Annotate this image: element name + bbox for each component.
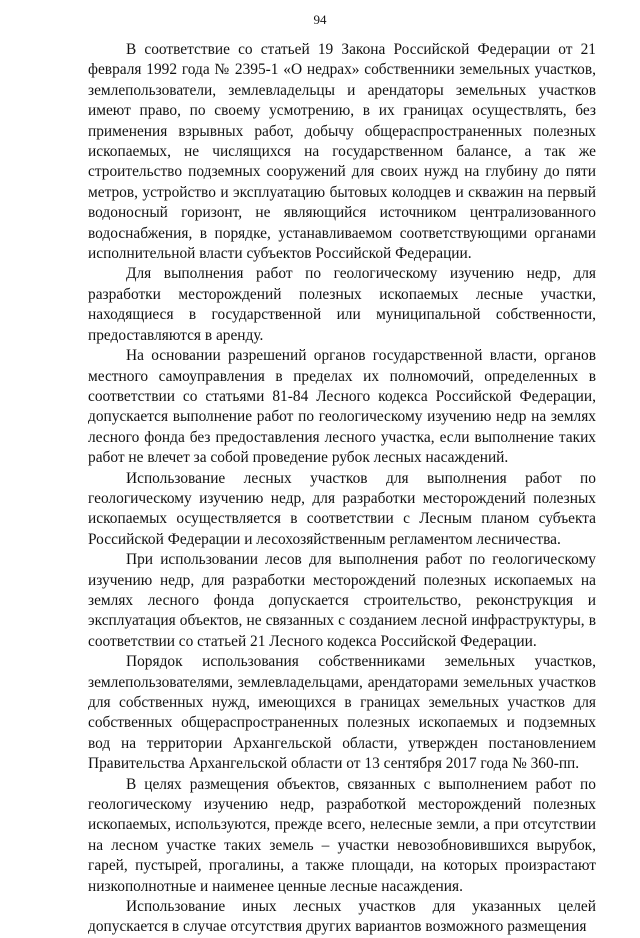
paragraph: В соответствие со статьей 19 Закона Российской Федерации от 21 февраля 1992 года № 2395-1 «О недрах» собственники земельных участков, землепользователи, землевладельцы и арендаторы земельных участков имеют право, по своему усмотрению, в их границах осуществлять, без применения взрывных работ, добычу общераспространенных полезных ископаемых, не числящихся на государственном балансе, а так же строительство подземных сооружений для своих нужд на глубину до пяти метров, устройство и эксплуатацию бытовых колодцев и скважин на первый водоносный горизонт, не являющийся источником централизованного водоснабжения, в порядке, устанавливаемом соответствующими органами исполнительной власти субъектов Российской Федерации.: [88, 41, 596, 263]
page-number: 94: [313, 12, 327, 27]
paragraph: На основании разрешений органов государственной власти, органов местного самоуправления в пределах их полномочий, определенных в соответствии со статьями 81-84 Лесного кодекса Российской Федерации, допускается выполнение работ по геологическому изучению недр на землях лесного фонда без предоставления лесного участка, если выполнение таких работ не влечет за собой проведение рубок лесных насаждений.: [88, 347, 596, 467]
paragraph: Для выполнения работ по геологическому изучению недр, для разработки месторождений полезных ископаемых лесные участки, находящиеся в государственной или муниципальной собственности, предоставляются в аренду.: [88, 265, 596, 344]
paragraph: При использовании лесов для выполнения работ по геологическому изучению недр, для разработки месторождений полезных ископаемых на землях лесного фонда допускается строительство, реконструкция и эксплуатация объектов, не связанных с созданием лесной инфраструктуры, в соответствии со статьей 21 Лесного кодекса Российской Федерации.: [88, 551, 596, 650]
paragraph: Порядок использования собственниками земельных участков, землепользователями, землевладельцами, арендаторами земельных участков для собственных нужд, имеющихся в границах земельных участков для собственных общераспространенных полезных ископаемых и подземных вод на территории Архангельской области, утвержден постановлением Правительства Архангельской области от 13 сентября 2017 года № 360-пп.: [88, 653, 596, 773]
paragraph: Использование лесных участков для выполнения работ по геологическому изучению недр, для разработки месторождений полезных ископаемых осуществляется в соответствии с Лесным планом субъекта Российской Федерации и лесохозяйственным регламентом лесничества.: [88, 469, 596, 548]
body-text: [88, 40, 596, 938]
paragraph: Использование иных лесных участков для указанных целей допускается в случае отсутствия других вариантов возможного размещения: [88, 898, 596, 936]
paragraph: В целях размещения объектов, связанных с выполнением работ по геологическому изучению недр, разработкой месторождений полезных ископаемых, используются, прежде всего, нелесные земли, а при отсутствии на лесном участке таких земель – участки невозобновившихся вырубок, гарей, пустырей, прогалины, а также площади, на которых произрастают низкополнотные и наименее ценные лесные насаждения.: [88, 775, 596, 895]
